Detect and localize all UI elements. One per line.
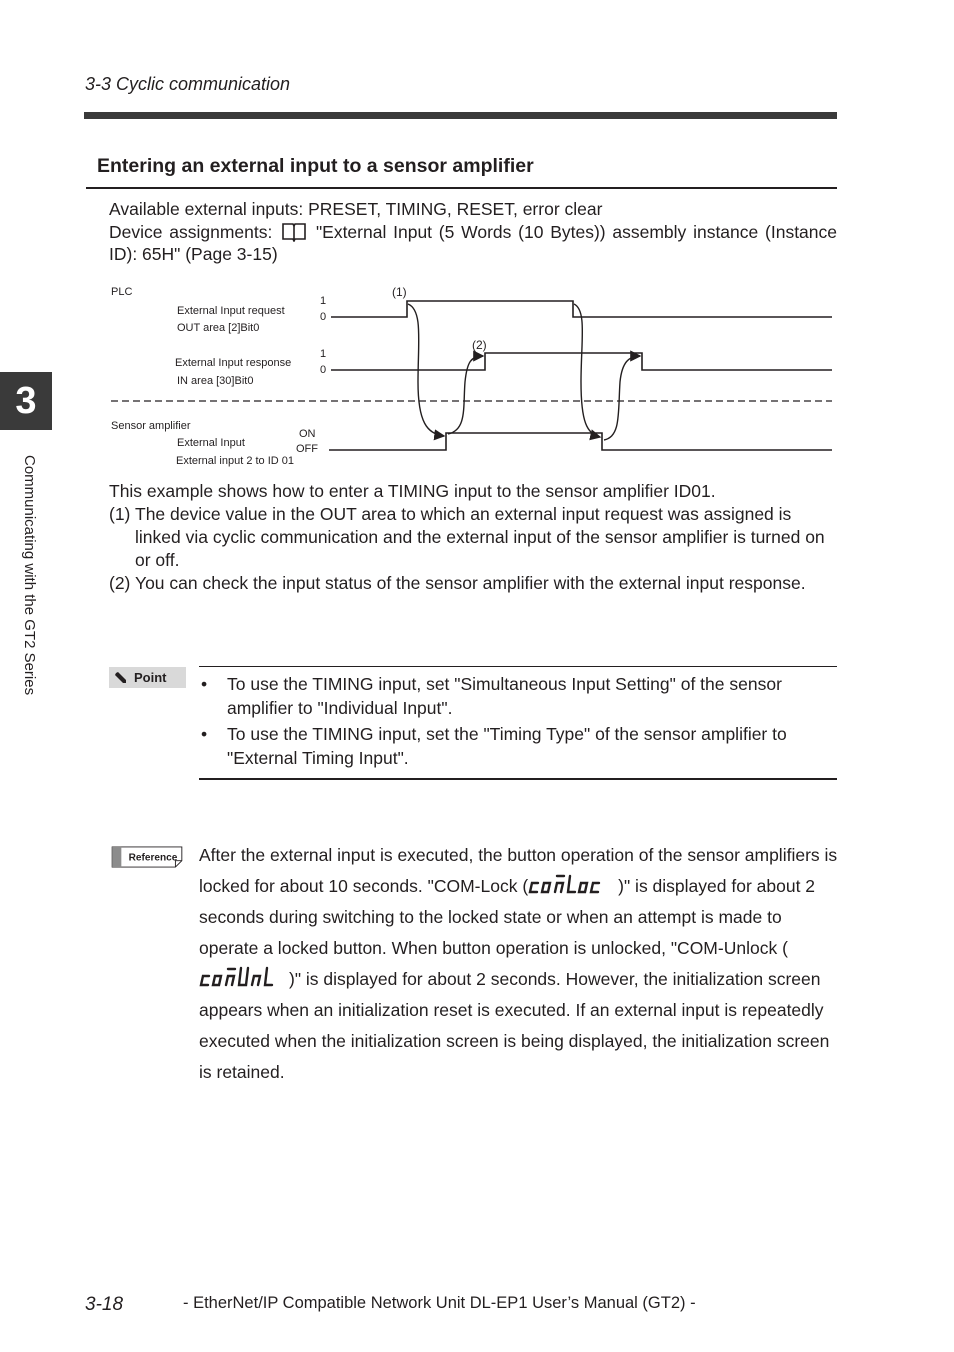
reference-paragraph [199,840,839,1088]
response-high-level: 1 [320,348,327,360]
pencil-icon [115,672,127,684]
available-value: : PRESET, TIMING, RESET, error clear [298,199,603,219]
section-title: Entering an external input to a sensor amplifier [97,155,534,177]
explanation-item-1 [109,503,839,572]
request-area-label: OUT area [2]Bit0 [177,322,260,334]
bullet: • [201,674,208,694]
intro-block [109,198,837,266]
device-assignments [109,221,837,266]
point-badge [109,667,186,688]
request-high-level: 1 [320,295,327,307]
point-item-text: To use the TIMING input, set "Simultaneous Input Setting" of the sensor amplifier to "Individual Input". [227,674,782,718]
bullet: • [201,724,208,744]
explanation-item-2 [109,572,839,595]
response-label: External Input response [175,357,292,369]
request-label: External Input request [177,305,285,317]
point-item [199,672,839,720]
page-number: 3-18 [85,1294,124,1315]
point-bottom-rule [199,778,837,780]
explanation-lead: This example shows how to enter a TIMING input to the sensor amplifier ID01. [109,481,716,501]
external-input-label: External Input [177,437,245,449]
response-low-level: 0 [320,364,327,376]
reference-label: Reference [128,852,178,864]
explanation-block [109,480,839,595]
marker-2: (2) [472,338,487,352]
reference-badge [109,846,185,868]
item-text: The device value in the OUT area to which an external input request was assigned is linked via cyclic communication and the external input of the sensor amplifier is turned on or off. [135,504,825,570]
section-header: 3-3 Cyclic communication [85,74,291,94]
reference-text-1: After the external input is executed, the button operation of the sensor amplifiers is locked for about 10 seconds. "COM-Lock ( [199,845,838,896]
arrow-request-off [574,304,600,437]
book-icon [281,222,307,242]
marker-1: (1) [392,285,407,299]
available-inputs [109,198,837,221]
chapter-tab: 3 [0,372,52,430]
request-low-level: 0 [320,311,327,323]
reference-text-3: )" is displayed for about 2 seconds. However, the initialization screen appears when an initialization reset is executed. If an external input is repeatedly executed when the initialization screen is being displayed, the initialization screen is retained. [199,969,830,1082]
reference-text-2: )" is displayed for about 2 seconds during switching to the locked state or when an attempt is made to operate a locked button. When button operation is unlocked, "COM-Unlock ( [199,876,816,958]
available-label: Available external inputs [109,199,299,219]
manual-footer: - EtherNet/IP Compatible Network Unit DL-EP1 User’s Manual (GT2) - [183,1294,696,1312]
device-prefix: Device assignments: [109,221,273,242]
item-text: You can check the input status of the sensor amplifier with the external input response. [135,573,806,593]
external-input-signal [329,433,832,450]
device-text: "External Input (5 Words (10 Bytes)) assembly instance (Instance ID): 65H" (Page 3-15) [109,221,838,264]
title-rule [86,187,837,189]
point-top-rule [199,666,837,667]
off-level: OFF [296,443,318,455]
com-lock-display-icon [528,873,618,895]
point-item [199,722,839,770]
timing-diagram [105,282,840,472]
arrow-input-to-response-on [448,356,483,434]
external-input-id-label: External input 2 to ID 01 [176,455,295,467]
point-list [199,672,839,772]
point-label: Point [134,670,167,685]
item-number: (1) [109,504,131,524]
chapter-side-label: Communicating with the GT2 Series [21,455,38,696]
arrow-input-to-response-off [604,356,640,440]
on-level: ON [299,428,316,440]
plc-label: PLC [111,286,133,298]
com-unlock-display-icon [199,964,289,988]
item-number: (2) [109,573,131,593]
response-area-label: IN area [30]Bit0 [177,375,254,387]
reference-text [199,840,839,1081]
point-item-text: To use the TIMING input, set the "Timing Type" of the sensor amplifier to "External Timing Input". [227,724,787,768]
header-rule [84,112,837,119]
sensor-amplifier-label: Sensor amplifier [111,420,191,432]
